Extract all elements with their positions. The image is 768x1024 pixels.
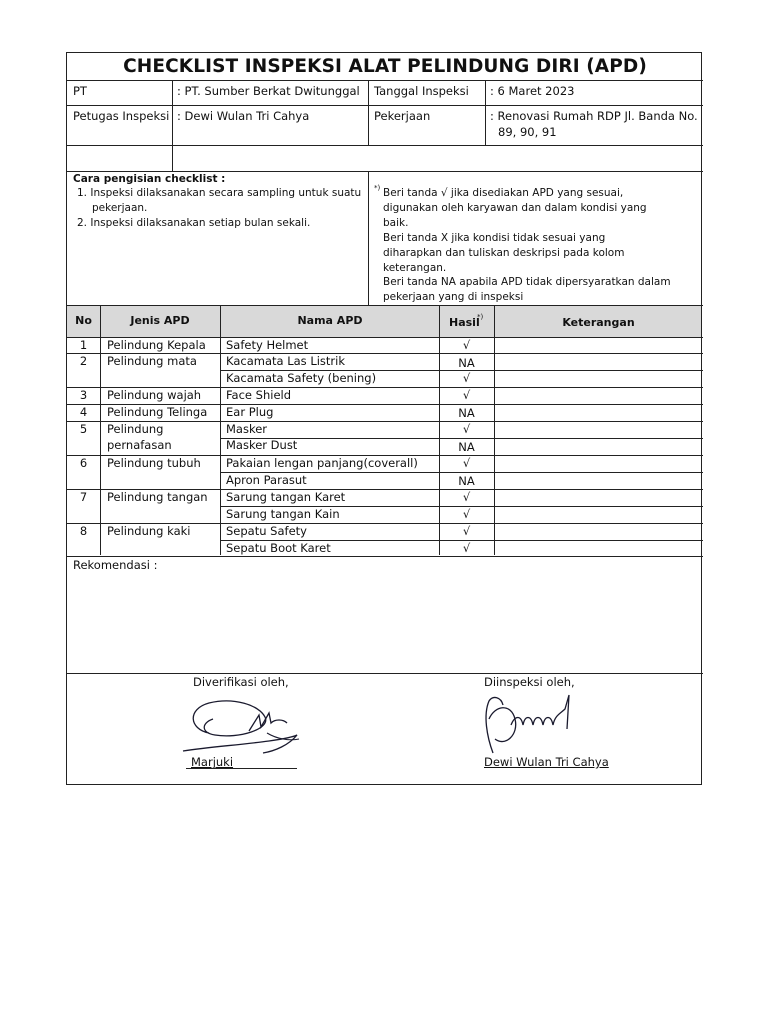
row-hasil: NA (458, 356, 475, 370)
row-hasil: √ (462, 371, 471, 385)
tanggal-label: Tanggal Inspeksi (374, 84, 469, 98)
row-nama: Sepatu Safety (226, 524, 307, 538)
row-no: 3 (79, 388, 88, 402)
row-jenis: Pelindung tubuh (107, 456, 201, 470)
row-no: 6 (79, 456, 88, 470)
header-hasil-mark: *) (477, 313, 484, 321)
row-hasil: √ (462, 338, 471, 352)
row-nama: Masker (226, 422, 268, 436)
verifier-signature (179, 693, 303, 759)
note-line: baik. (383, 217, 409, 229)
row-hasil: √ (462, 388, 471, 402)
pekerjaan-value-line1: : Renovasi Rumah RDP Jl. Banda No. (490, 109, 698, 123)
header-hasil: Hasil (449, 316, 480, 329)
inspected-label: Diinspeksi oleh, (484, 675, 575, 689)
row-hasil: √ (462, 541, 471, 555)
row-nama: Kacamata Safety (bening) (226, 371, 377, 385)
row-nama: Apron Parasut (226, 473, 307, 487)
row-hasil: NA (458, 440, 475, 454)
inspector-signature (481, 689, 581, 759)
form-title: CHECKLIST INSPEKSI ALAT PELINDUNG DIRI (APD) (123, 56, 647, 77)
note-line: digunakan oleh karyawan dan dalam kondisi yang (383, 202, 647, 214)
header-keterangan: Keterangan (562, 316, 635, 329)
row-no: 7 (79, 490, 88, 504)
row-hasil: √ (462, 456, 471, 470)
row-nama: Face Shield (226, 388, 292, 402)
instruction-1-line2: pekerjaan. (92, 202, 148, 214)
header-jenis-apd: Jenis APD (130, 314, 190, 327)
note-line: keterangan. (383, 262, 447, 274)
row-hasil: √ (462, 507, 471, 521)
row-nama: Ear Plug (226, 405, 274, 419)
row-nama: Kacamata Las Listrik (226, 354, 346, 368)
row-no: 1 (79, 338, 88, 352)
note-line: Beri tanda NA apabila APD tidak dipersyaratkan dalam (383, 276, 671, 288)
row-jenis: Pelindung tangan (107, 490, 208, 504)
row-no: 4 (79, 405, 88, 419)
checklist-form (66, 52, 702, 785)
row-jenis: Pelindung Kepala (107, 338, 206, 352)
row-nama: Masker Dust (226, 438, 298, 452)
row-nama: Sarung tangan Karet (226, 490, 346, 504)
verified-label: Diverifikasi oleh, (193, 675, 289, 689)
row-hasil: √ (462, 524, 471, 538)
tanggal-value: : 6 Maret 2023 (490, 84, 575, 98)
row-jenis: Pelindung kaki (107, 524, 191, 538)
instruction-1-line1: 1. Inspeksi dilaksanakan secara sampling untuk suatu (77, 187, 362, 199)
note-line: diharapkan dan tuliskan deskripsi pada kolom (383, 247, 625, 259)
row-hasil: √ (462, 422, 471, 436)
row-jenis: Pelindung Telinga (107, 405, 208, 419)
row-no: 2 (79, 354, 88, 368)
note-line: Beri tanda √ jika disediakan APD yang sesuai, (383, 187, 624, 199)
pekerjaan-label: Pekerjaan (374, 109, 431, 123)
instruction-2: 2. Inspeksi dilaksanakan setiap bulan sekali. (77, 217, 311, 229)
row-jenis: pernafasan (107, 438, 172, 452)
inspector-name: Dewi Wulan Tri Cahya (484, 755, 609, 769)
pt-label: PT (73, 84, 87, 98)
row-nama: Pakaian lengan panjang(coverall) (226, 456, 418, 470)
header-nama-apd: Nama APD (297, 314, 363, 327)
verifier-name: Marjuki (191, 755, 234, 769)
row-nama: Safety Helmet (226, 338, 309, 352)
note-mark: *) (374, 184, 381, 192)
row-hasil: NA (458, 474, 475, 488)
row-jenis: Pelindung wajah (107, 388, 202, 402)
pekerjaan-value-line2: 89, 90, 91 (498, 125, 557, 139)
petugas-label: Petugas Inspeksi (73, 109, 170, 123)
note-line: pekerjaan yang di inspeksi (383, 291, 524, 303)
instructions-heading: Cara pengisian checklist : (73, 173, 226, 185)
petugas-value: : Dewi Wulan Tri Cahya (177, 109, 310, 123)
row-nama: Sepatu Boot Karet (226, 541, 331, 555)
row-jenis: Pelindung (107, 422, 164, 436)
row-no: 5 (79, 422, 88, 436)
row-hasil: NA (458, 406, 475, 420)
row-nama: Sarung tangan Kain (226, 507, 340, 521)
note-line: Beri tanda X jika kondisi tidak sesuai yang (383, 232, 606, 244)
row-no: 8 (79, 524, 88, 538)
pt-value: : PT. Sumber Berkat Dwitunggal (177, 84, 360, 98)
rekomendasi-label: Rekomendasi : (73, 558, 158, 572)
header-no: No (75, 314, 92, 327)
row-hasil: √ (462, 490, 471, 504)
row-jenis: Pelindung mata (107, 354, 197, 368)
